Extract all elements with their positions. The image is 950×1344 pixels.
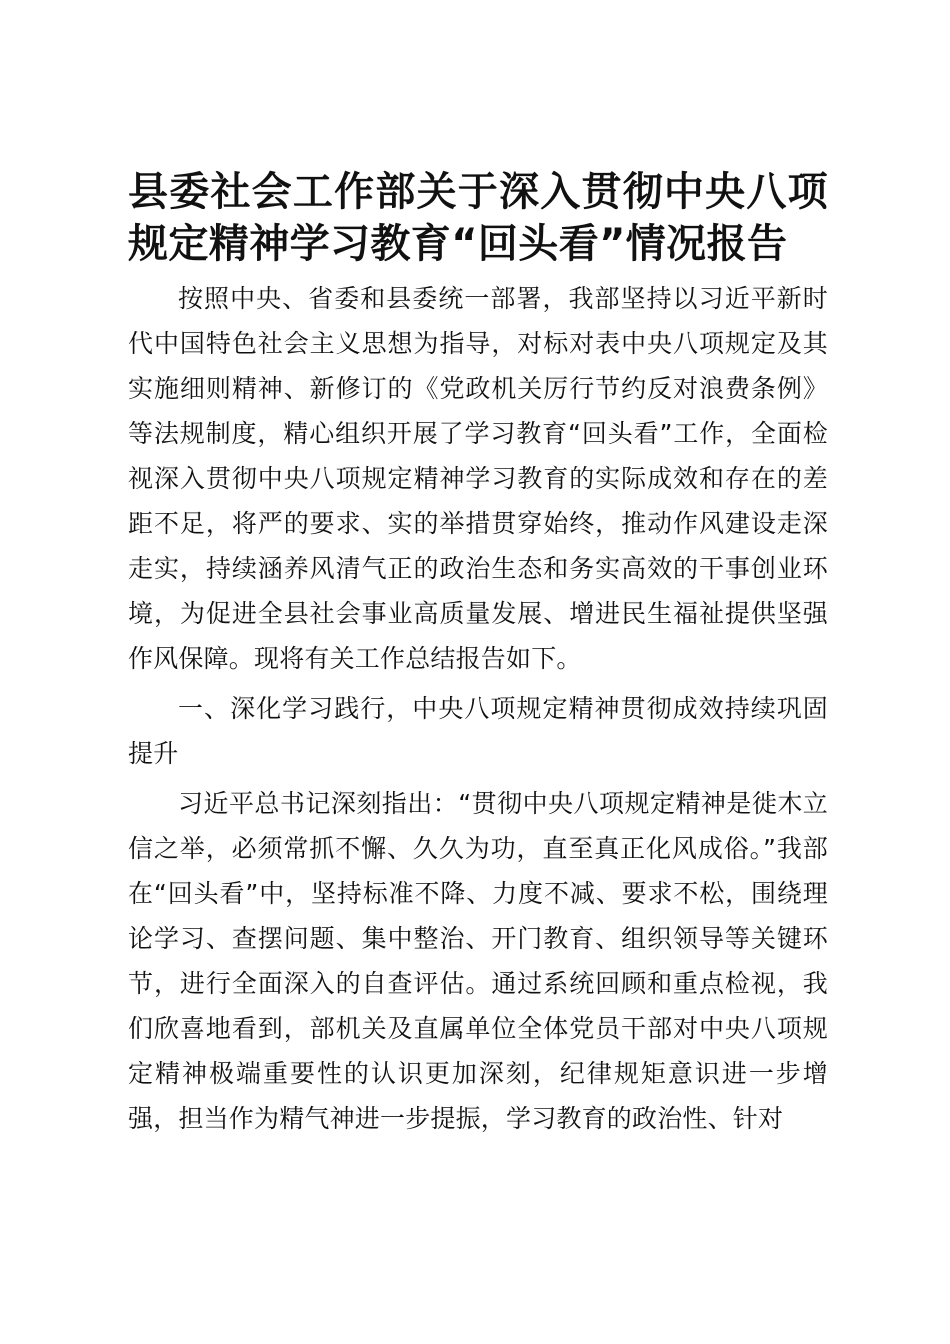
section-one-paragraph: 习近平总书记深刻指出：“贯彻中央八项规定精神是徙木立信之举，必须常抓不懈、久久为功，直至真正化风成俗。”我部在“回头看”中，坚持标准不降、力度不减、要求不松，围绕理论学习、查摆问题、集中整治、开门教育、组织领导等关键环节，进行全面深入的自查评估。通过系统回顾和重点检视，我们欣喜地看到，部机关及直属单位全体党员干部对中央八项规定精神极端重要性的认识更加深刻，纪律规矩意识进一步增强，担当作为精气神进一步提振，学习教育的政治性、针对 <box>128 789 828 1133</box>
intro-paragraph: 按照中央、省委和县委统一部署，我部坚持以习近平新时代中国特色社会主义思想为指导，对标对表中央八项规定及其实施细则精神、新修订的《党政机关厉行节约反对浪费条例》等法规制度，精心组织开展了学习教育“回头看”工作，全面检视深入贯彻中央八项规定精神学习教育的实际成效和存在的差距不足，将严的要求、实的举措贯穿始终，推动作风建设走深走实，持续涵养风清气正的政治生态和务实高效的干事创业环境，为促进全县社会事业高质量发展、增进民生福祉提供坚强作风保障。现将有关工作总结报告如下。 <box>128 284 828 673</box>
section-heading-one: 一、深化学习践行，中央八项规定精神贯彻成效持续巩固提升 <box>128 694 828 768</box>
document-title: 县委社会工作部关于深入贯彻中央八项规定精神学习教育“回头看”情况报告 <box>128 169 828 267</box>
document-content <box>128 166 828 1146</box>
document-body <box>128 276 828 1141</box>
